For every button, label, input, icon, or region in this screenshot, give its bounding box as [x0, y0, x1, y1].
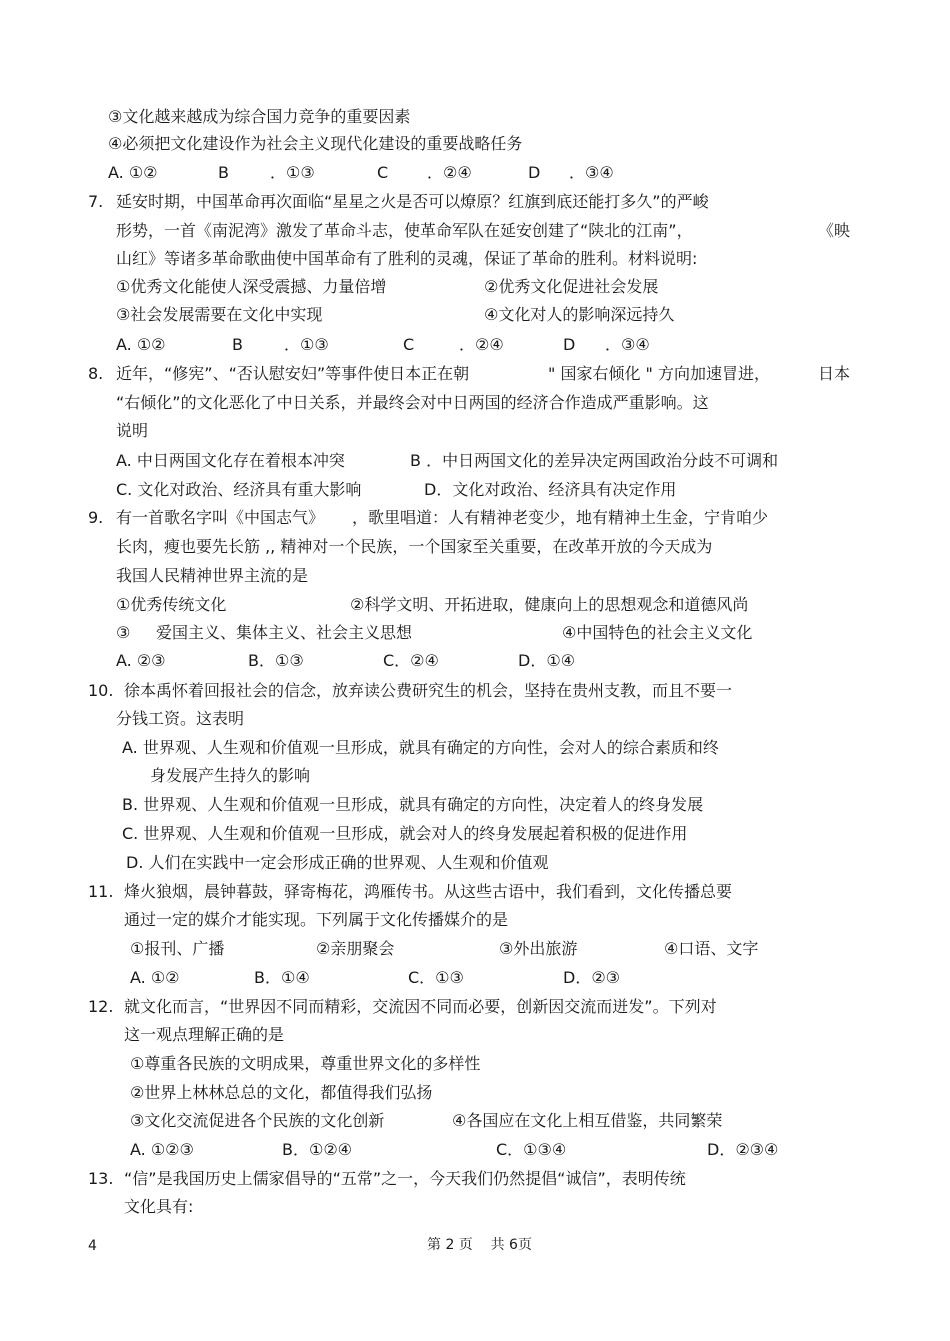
q10-option-b: B. 世界观、人生观和价值观一旦形成，就具有确定的方向性，决定着人的终身发展	[122, 795, 704, 814]
q7-option-d: ．③④	[605, 335, 650, 354]
q6-option-c: ．②④	[427, 163, 472, 182]
q10-option-c: C. 世界观、人生观和价值观一旦形成，就会对人的终身发展起着积极的促进作用	[122, 824, 688, 843]
q7-option-b-letter: B	[232, 335, 243, 354]
q10-number: 10.	[88, 681, 114, 700]
q7-number: 7.	[88, 192, 104, 211]
q8-line-3: 说明	[116, 421, 149, 440]
q7-line-2-tail: 《映	[818, 221, 851, 240]
q11-line-2: 通过一定的媒介才能实现。下列属于文化传播媒介的是	[124, 910, 509, 929]
q7-option-c: ．②④	[459, 335, 504, 354]
q6-item-3: ③文化越来越成为综合国力竞争的重要因素	[108, 107, 411, 126]
footer-left-number: 4	[88, 1238, 97, 1254]
q12-number: 12.	[88, 997, 114, 1016]
q8-option-d: D．文化对政治、经济具有决定作用	[424, 480, 677, 499]
q9-item-2: ②科学文明、开拓进取，健康向上的思想观念和道德风尚	[350, 595, 749, 614]
q9-option-d: D．①④	[518, 651, 576, 670]
q12-item-2: ②世界上林林总总的文化，都值得我们弘扬	[130, 1083, 433, 1102]
q8-number: 8.	[88, 364, 104, 383]
q9-line-3: 我国人民精神世界主流的是	[116, 566, 309, 585]
q13-number: 13.	[88, 1169, 114, 1188]
q7-line-1: 延安时期，中国革命再次面临“星星之火是否可以燎原？红旗到底还能打多久”的严峻	[116, 192, 709, 211]
q11-line-1: 烽火狼烟，晨钟暮鼓，驿寄梅花，鸿雁传书。从这些古语中，我们看到，文化传播总要	[124, 882, 733, 901]
q7-line-2: 形势，一首《南泥湾》激发了革命斗志，使革命军队在延安创建了“陕北的江南”，	[116, 221, 693, 240]
q7-item-4: ④文化对人的影响深远持久	[484, 305, 675, 324]
q12-item-1: ①尊重各民族的文明成果，尊重世界文化的多样性	[130, 1054, 481, 1073]
q7-item-2: ②优秀文化促进社会发展	[484, 277, 659, 296]
q12-option-b: B．①②④	[282, 1140, 353, 1159]
q10-option-a-cont: 身发展产生持久的影响	[150, 766, 311, 785]
q6-option-d-letter: D	[528, 163, 541, 182]
q9-line-2: 长肉，瘦也要先长筋 ,, 精神对一个民族，一个国家至关重要，在改革开放的今天成为	[116, 537, 713, 556]
q6-item-4: ④必须把文化建设作为社会主义现代化建设的重要战略任务	[108, 134, 523, 153]
q12-option-c: C．①③④	[496, 1140, 567, 1159]
q6-option-b-letter: B	[218, 163, 229, 182]
q6-option-b: ．①③	[270, 163, 315, 182]
q7-option-d-letter: D	[563, 335, 576, 354]
q9-line-1-tail: ，歌里唱道：人有精神老变少，地有精神土生金，宁肯咱少	[352, 508, 769, 527]
q8-line-2: “右倾化”的文化恶化了中日关系，并最终会对中日两国的经济合作造成严重影响。这	[116, 393, 709, 412]
q12-line-2: 这一观点理解正确的是	[124, 1025, 285, 1044]
q11-item-4: ④口语、文字	[664, 939, 759, 958]
page-number: 第 2 页 共 6页	[427, 1237, 532, 1253]
q9-item-3-marker: ③	[116, 623, 131, 642]
q13-line-2: 文化具有:	[124, 1197, 194, 1216]
q8-line-1: 近年，“修宪”、“否认慰安妇”等事件使日本正在朝	[116, 364, 470, 383]
q9-line-1: 有一首歌名字叫《中国志气》	[116, 508, 325, 527]
q12-option-d: D．②③④	[707, 1140, 779, 1159]
q12-line-1: 就文化而言，“世界因不同而精彩，交流因不同而必要，创新因交流而迸发”。下列对	[124, 997, 717, 1016]
q12-item-3: ③文化交流促进各个民族的文化创新	[130, 1111, 385, 1130]
q9-item-3: 爱国主义、集体主义、社会主义思想	[156, 623, 413, 642]
q7-line-3: 山红》等诸多革命歌曲使中国革命有了胜利的灵魂，保证了革命的胜利。材料说明:	[116, 249, 698, 268]
q8-line-1-tail: 日本	[818, 364, 851, 383]
q12-option-a: A. ①②③	[130, 1140, 194, 1159]
q7-option-b: ．①③	[284, 335, 329, 354]
q8-option-c: C. 文化对政治、经济具有重大影响	[116, 480, 362, 499]
q9-option-c: C．②④	[383, 651, 439, 670]
q9-item-1: ①优秀传统文化	[116, 595, 227, 614]
q8-option-b: B ．中日两国文化的差异决定两国政治分歧不可调和	[410, 451, 779, 470]
q6-option-a: A. ①②	[108, 163, 158, 182]
q11-option-d: D．②③	[563, 968, 621, 987]
q11-option-a: A. ①②	[130, 968, 180, 987]
q7-option-c-letter: C	[403, 335, 415, 354]
q9-item-4: ④中国特色的社会主义文化	[562, 623, 753, 642]
q11-item-2: ②亲朋聚会	[316, 939, 395, 958]
q11-number: 11.	[88, 882, 114, 901]
q6-option-d: ．③④	[569, 163, 614, 182]
q9-number: 9.	[88, 508, 104, 527]
q7-item-3: ③社会发展需要在文化中实现	[116, 305, 323, 324]
q7-item-1: ①优秀文化能使人深受震撼、力量倍增	[116, 277, 387, 296]
q10-line-2: 分钱工资。这表明	[116, 709, 245, 728]
q7-option-a: A. ①②	[116, 335, 166, 354]
q11-option-c: C．①③	[408, 968, 464, 987]
q9-option-a: A. ②③	[116, 651, 166, 670]
q13-line-1: “信”是我国历史上儒家倡导的“五常”之一，今天我们仍然提倡“诚信”，表明传统	[124, 1169, 686, 1188]
q11-item-1: ①报刊、广播	[130, 939, 225, 958]
q12-item-4: ④各国应在文化上相互借鉴，共同繁荣	[452, 1111, 723, 1130]
q9-option-b: B．①③	[248, 651, 304, 670]
q11-option-b: B．①④	[254, 968, 310, 987]
q8-line-1-mid: " 国家右倾化 " 方向加速冒进，	[548, 364, 770, 383]
q10-option-a: A. 世界观、人生观和价值观一旦形成，就具有确定的方向性，会对人的综合素质和终	[122, 738, 719, 757]
q11-item-3: ③外出旅游	[499, 939, 578, 958]
q6-option-c-letter: C	[377, 163, 389, 182]
q10-option-d: D. 人们在实践中一定会形成正确的世界观、人生观和价值观	[126, 853, 549, 872]
q10-line-1: 徐本禹怀着回报社会的信念，放弃读公费研究生的机会，坚持在贵州支教，而且不要一	[124, 681, 733, 700]
q8-option-a: A. 中日两国文化存在着根本冲突	[116, 451, 345, 470]
